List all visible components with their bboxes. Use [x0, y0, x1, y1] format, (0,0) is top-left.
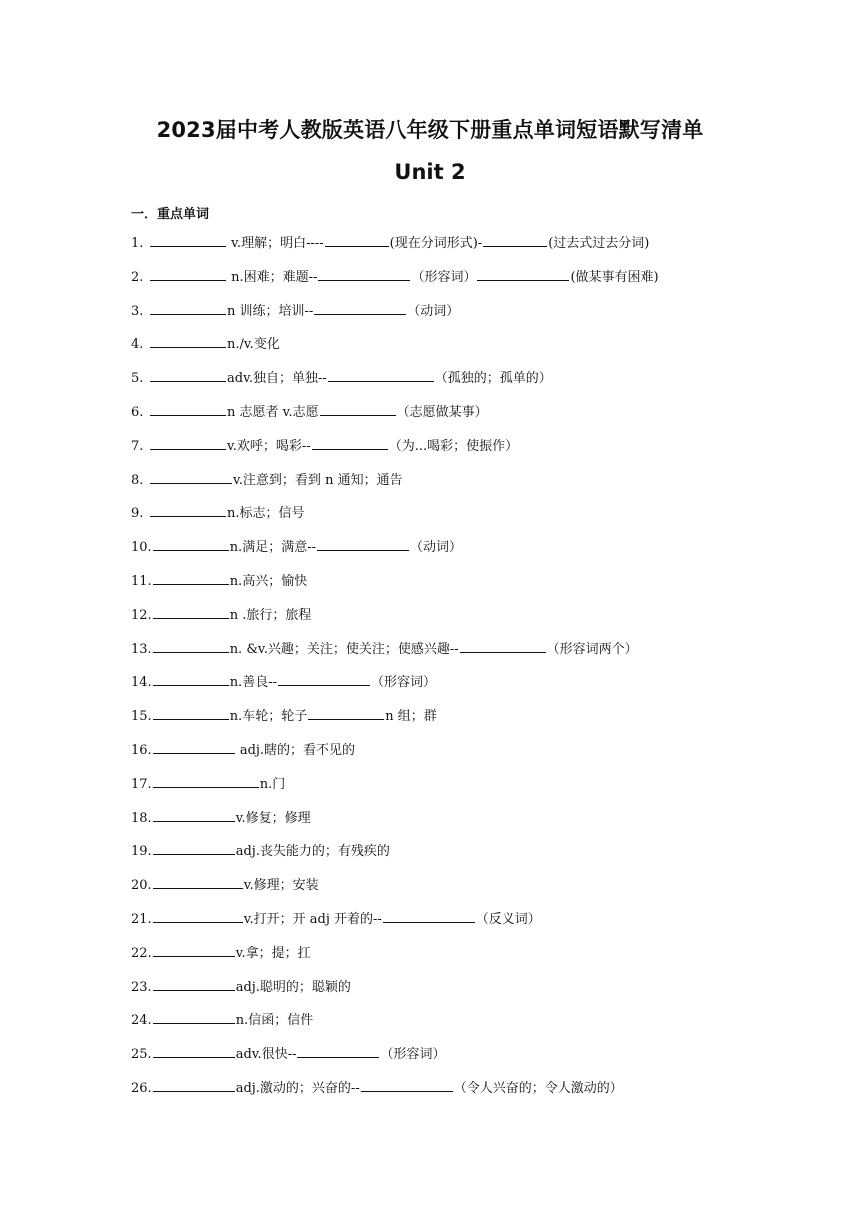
- item-text: （志愿做某事）: [396, 404, 488, 420]
- answer-blank[interactable]: [150, 401, 226, 416]
- item-number: 1.: [131, 236, 144, 251]
- item-text: v.理解；明白----: [227, 236, 324, 251]
- vocab-item: [131, 367, 831, 401]
- item-text: n 组；群: [385, 709, 437, 725]
- answer-blank[interactable]: [153, 739, 235, 754]
- item-text: v.修理；安装: [243, 878, 319, 894]
- answer-blank[interactable]: [153, 604, 229, 619]
- answer-blank[interactable]: [153, 942, 235, 957]
- item-number: 11.: [131, 573, 152, 589]
- item-number: 7.: [131, 438, 144, 454]
- item-number: 10.: [131, 540, 152, 556]
- item-text: v.欢呼；喝彩--: [227, 438, 311, 454]
- item-text: adj.瞎的；看不见的: [235, 742, 356, 758]
- vocab-item: [131, 739, 831, 773]
- item-text: n.满足；满意--: [229, 540, 316, 556]
- item-number: 18.: [131, 810, 152, 826]
- item-text: v.打开；开 adj 开着的--: [243, 911, 382, 927]
- item-number: 4.: [131, 337, 144, 353]
- item-text: adj.丧失能力的；有残疾的: [235, 844, 390, 860]
- answer-blank[interactable]: [150, 333, 226, 348]
- item-number: 5.: [131, 371, 144, 387]
- answer-blank[interactable]: [153, 976, 235, 991]
- vocab-item: [131, 1009, 831, 1043]
- item-number: 2.: [131, 269, 144, 285]
- vocab-item: [131, 401, 831, 435]
- answer-blank[interactable]: [153, 840, 235, 855]
- item-text: v.注意到；看到 n 通知；通告: [233, 472, 403, 488]
- item-text: n. &v.兴趣；关注；使关注；使感兴趣--: [229, 641, 459, 657]
- item-text: n.善良--: [229, 675, 277, 691]
- vocab-item: [131, 1043, 831, 1077]
- vocab-item: [131, 435, 831, 469]
- item-number: 19.: [131, 844, 152, 860]
- vocab-item: [131, 1077, 831, 1111]
- answer-blank[interactable]: [153, 1009, 235, 1024]
- answer-blank[interactable]: [308, 705, 384, 720]
- answer-blank[interactable]: [150, 502, 226, 517]
- vocabulary-list: [131, 232, 831, 1111]
- answer-blank[interactable]: [153, 705, 229, 720]
- answer-blank[interactable]: [153, 773, 259, 788]
- answer-blank[interactable]: [483, 232, 547, 247]
- answer-blank[interactable]: [150, 232, 226, 247]
- item-number: 14.: [131, 675, 152, 691]
- answer-blank[interactable]: [153, 1077, 235, 1092]
- item-text: n.门: [259, 776, 286, 792]
- item-text: n.标志；信号: [227, 506, 305, 522]
- item-text: n 志愿者 v.志愿: [227, 404, 319, 420]
- item-text: (现在分词形式)-: [389, 236, 483, 251]
- answer-blank[interactable]: [150, 469, 232, 484]
- vocab-item: [131, 874, 831, 908]
- item-text: （动词）: [407, 303, 460, 319]
- vocab-item: [131, 773, 831, 807]
- answer-blank[interactable]: [477, 266, 569, 281]
- vocab-item: [131, 469, 831, 503]
- item-number: 24.: [131, 1013, 152, 1029]
- item-number: 25.: [131, 1047, 152, 1063]
- vocab-item: [131, 502, 831, 536]
- answer-blank[interactable]: [150, 367, 226, 382]
- item-text: adv.很快--: [235, 1047, 297, 1063]
- answer-blank[interactable]: [150, 300, 226, 315]
- section-heading: 一．重点单词: [131, 207, 210, 222]
- answer-blank[interactable]: [297, 1043, 379, 1058]
- item-text: （形容词）: [380, 1047, 446, 1063]
- vocab-item: [131, 942, 831, 976]
- answer-blank[interactable]: [312, 435, 388, 450]
- answer-blank[interactable]: [328, 367, 434, 382]
- item-text: n 训练；培训--: [227, 303, 314, 319]
- item-text: （形容词两个）: [546, 641, 638, 657]
- item-number: 13.: [131, 641, 152, 657]
- item-text: （形容词）: [370, 675, 436, 691]
- item-number: 21.: [131, 911, 152, 927]
- item-number: 12.: [131, 607, 152, 623]
- item-text: (过去式过去分词): [548, 236, 650, 251]
- vocab-item: [131, 807, 831, 841]
- answer-blank[interactable]: [325, 232, 389, 247]
- item-number: 3.: [131, 303, 144, 319]
- item-text: v.修复；修理: [235, 810, 311, 826]
- answer-blank[interactable]: [153, 874, 243, 889]
- answer-blank[interactable]: [153, 536, 229, 551]
- answer-blank[interactable]: [153, 1043, 235, 1058]
- vocab-item: [131, 536, 831, 570]
- item-number: 17.: [131, 776, 152, 792]
- answer-blank[interactable]: [150, 266, 226, 281]
- answer-blank[interactable]: [314, 300, 406, 315]
- vocab-item: [131, 908, 831, 942]
- answer-blank[interactable]: [153, 570, 229, 585]
- item-text: adj.聪明的；聪颖的: [235, 979, 351, 995]
- item-number: 15.: [131, 709, 152, 725]
- answer-blank[interactable]: [153, 638, 229, 653]
- item-number: 6.: [131, 404, 144, 420]
- vocab-item: [131, 604, 831, 638]
- item-text: n.高兴；愉快: [229, 573, 308, 589]
- item-number: 26.: [131, 1080, 152, 1096]
- answer-blank[interactable]: [361, 1077, 453, 1092]
- vocab-item: [131, 300, 831, 334]
- item-text: n .旅行；旅程: [229, 607, 312, 623]
- answer-blank[interactable]: [153, 807, 235, 822]
- item-text: adv.独自；单独--: [227, 371, 327, 387]
- answer-blank[interactable]: [383, 908, 475, 923]
- answer-blank[interactable]: [318, 266, 410, 281]
- answer-blank[interactable]: [150, 435, 226, 450]
- item-text: （形容词）: [411, 269, 477, 285]
- answer-blank[interactable]: [278, 671, 370, 686]
- item-number: 23.: [131, 979, 152, 995]
- item-text: n.困难；难题--: [227, 269, 318, 285]
- vocab-item: [131, 333, 831, 367]
- page-title: 2023届中考人教版英语八年级下册重点单词短语默写清单: [156, 118, 704, 142]
- item-text: （反义词）: [475, 911, 541, 927]
- vocab-item: [131, 976, 831, 1010]
- vocab-item: [131, 232, 831, 266]
- answer-blank[interactable]: [460, 638, 546, 653]
- unit-subtitle: Unit 2: [394, 160, 466, 184]
- answer-blank[interactable]: [153, 671, 229, 686]
- item-text: n.信函；信件: [235, 1013, 314, 1029]
- item-text: （令人兴奋的；令人激动的）: [453, 1080, 623, 1096]
- item-number: 20.: [131, 878, 152, 894]
- vocab-item: [131, 638, 831, 672]
- answer-blank[interactable]: [317, 536, 409, 551]
- item-text: adj.激动的；兴奋的--: [235, 1080, 360, 1096]
- item-text: （为...喝彩；使振作）: [388, 438, 519, 454]
- answer-blank[interactable]: [320, 401, 396, 416]
- item-number: 16.: [131, 742, 152, 758]
- item-text: n./v.变化: [227, 337, 280, 353]
- item-number: 22.: [131, 945, 152, 961]
- item-text: （孤独的；孤单的）: [434, 371, 552, 387]
- item-text: v.拿；提；扛: [235, 945, 311, 961]
- item-number: 8.: [131, 472, 144, 488]
- answer-blank[interactable]: [153, 908, 243, 923]
- vocab-item: [131, 671, 831, 705]
- item-number: 9.: [131, 506, 144, 522]
- vocab-item: [131, 840, 831, 874]
- item-text: n.车轮；轮子: [229, 709, 308, 725]
- item-text: （动词）: [409, 540, 462, 556]
- item-text: (做某事有困难): [570, 269, 659, 285]
- vocab-item: [131, 266, 831, 300]
- vocab-item: [131, 570, 831, 604]
- vocab-item: [131, 705, 831, 739]
